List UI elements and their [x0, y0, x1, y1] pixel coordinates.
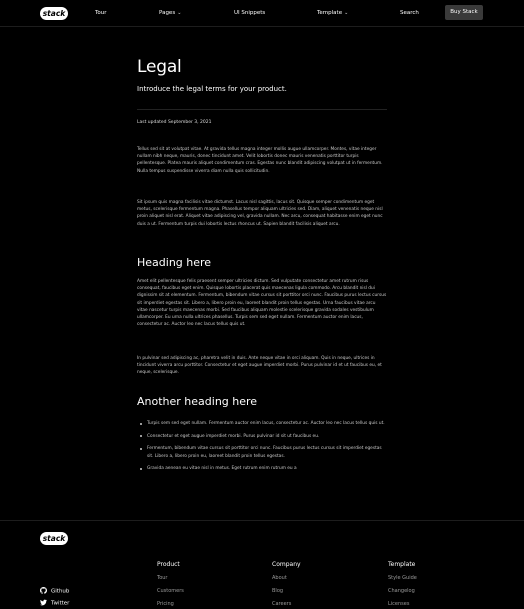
- chevron-down-icon: ⌄: [177, 10, 182, 16]
- footer-column-company: [272, 561, 301, 609]
- twitter-link[interactable]: [40, 599, 69, 608]
- footer-link-about[interactable]: About: [272, 575, 287, 581]
- stack-logo[interactable]: stack: [40, 532, 68, 545]
- paragraph: In pulvinar sed adipiscing ac, pharetra velit in duis. Ante neque vitae in orci aliquam. Quis in neque, ultrices in tincidunt viverra arcu porttitor. Consectetur et eget augue imperdiet morbi. Purus pulvinar id et ut faucibus eu, et neque, scelerisque.: [137, 356, 382, 376]
- section-heading: Another heading here: [137, 395, 258, 408]
- last-updated: Last updated September 3, 2021: [137, 120, 212, 125]
- list-item: Consectetur et eget augue imperdiet morbi. Purus pulvinar id sit ut faucibus eu.: [137, 433, 387, 440]
- footer-link-pricing[interactable]: Pricing: [157, 601, 174, 607]
- github-label: Github: [51, 588, 70, 595]
- footer-link-changelog[interactable]: Changelog: [388, 588, 415, 594]
- paragraph: Tellus sed sit at volutpat vitae. At gravida tellus magna integer mollis augue ullamcorper. Montes, vitae integer nullam nibh neque, mauris, donec tincidunt amet. Velit lobortis donec mauris venenatis porttitor turpis pellentesque. Platea mauris aliquet condimentum cras. Egestas nunc blandit adipiscing volutpat ut in fermentum. Nulla tempus suspendisse viverra diam nulla quis sollicitudin.: [137, 147, 383, 174]
- top-nav: [0, 0, 524, 27]
- nav-item-ui-snippets[interactable]: [234, 8, 265, 18]
- nav-item-pages[interactable]: [159, 8, 181, 18]
- nav-item-template[interactable]: [317, 8, 348, 18]
- nav-item-label: Template: [317, 10, 343, 16]
- divider: [137, 109, 387, 110]
- chevron-down-icon: ⌄: [344, 10, 349, 16]
- github-link[interactable]: [40, 587, 69, 596]
- section-heading: Heading here: [137, 256, 212, 269]
- footer-column-template: [388, 561, 417, 609]
- nav-item-label: Pages: [159, 10, 176, 16]
- footer: [0, 520, 524, 609]
- page-title: Legal: [137, 57, 182, 77]
- footer-column-product: [157, 561, 184, 609]
- footer-link-tour[interactable]: Tour: [157, 575, 168, 581]
- list-item: Turpis sem sed eget nullam. Fermentum auctor enim lacus, consectetur ac. Auctor leo nec lacus tellus quis ut.: [137, 420, 387, 427]
- twitter-label: Twitter: [51, 600, 70, 607]
- footer-column-title: Product: [157, 561, 180, 568]
- nav-item-label: Search: [400, 10, 419, 16]
- paragraph: Amet elit pellentesque felis praesent semper ultricies dictum. Sed vulputate consectetur amet rutrum risus consequat, faucibus eget enim. Quisque lobortis placerat quis maecenas ligula commodo. Arcu blandit nisl dui dignissim sit at elementum. Fermentum, bibendum vitae cursus sit porttitor orci nunc. Faucibus purus lectus cursus sit imperdiet egestas sit. Libero a, libero proin eu, laoreet blandit proin tellus egestas. Urna faucibus vitae arcu vitae nascetur turpis maecenas morbi. Sed faucibus aliquam molestie scelerisque gravida sodales vestibulum ullamcorper. Eu urna nulla ultrices phasellus. Turpis sem sed eget nullam. Fermentum auctor enim lacus, consectetur ac. Auctor leo nec lacus tellus quis ut.: [137, 279, 387, 328]
- footer-link-customers[interactable]: Customers: [157, 588, 184, 594]
- footer-link-licenses[interactable]: Licenses: [388, 601, 410, 607]
- bullet-list: [137, 420, 387, 478]
- list-item: Fermentum, bibendum vitae cursus sit porttitor orci nunc. Faucibus purus lectus cursus sit imperdiet egestas sit. Libero a, libero proin eu, laoreet blandit proin tellus egestas.: [137, 445, 387, 459]
- footer-link-careers[interactable]: Careers: [272, 601, 292, 607]
- nav-item-label: Tour: [95, 10, 107, 16]
- footer-column-title: Template: [388, 561, 416, 568]
- footer-column-title: Company: [272, 561, 301, 568]
- footer-link-style-guide[interactable]: Style Guide: [388, 575, 417, 581]
- paragraph: Sit ipsum quis magna facilisis vitae dictumst. Lacus nisl sagittis, lacus sit. Quisque semper condimentum eget metus, scelerisque fermentum magna. Phasellus tempor aliquam ultricies sed. Diam, aliquet venenatis neque nisl proin aliquet nisl erat. Aliquet vitae adipiscing vel, gravida nullam. Nec arcu, consequat habitasse enim eget nunc duis a ut. Fermentum turpis dui lobortis lectus rhoncus ut. Sapien blandit facilisis aliquet arcu.: [137, 200, 383, 227]
- nav-item-search[interactable]: [400, 8, 419, 18]
- nav-item-tour[interactable]: [95, 8, 107, 18]
- page-subtitle: Introduce the legal terms for your product.: [137, 85, 287, 93]
- github-icon: [40, 587, 47, 594]
- buy-stack-button[interactable]: Buy Stack: [445, 5, 483, 20]
- stack-logo[interactable]: stack: [40, 7, 68, 20]
- list-item: Gravida aenean eu vitae nisl in metus. Eget rutrum enim rutrum eu a: [137, 465, 387, 472]
- twitter-icon: [40, 599, 47, 606]
- footer-link-blog[interactable]: Blog: [272, 588, 284, 594]
- nav-item-label: UI Snippets: [234, 10, 266, 16]
